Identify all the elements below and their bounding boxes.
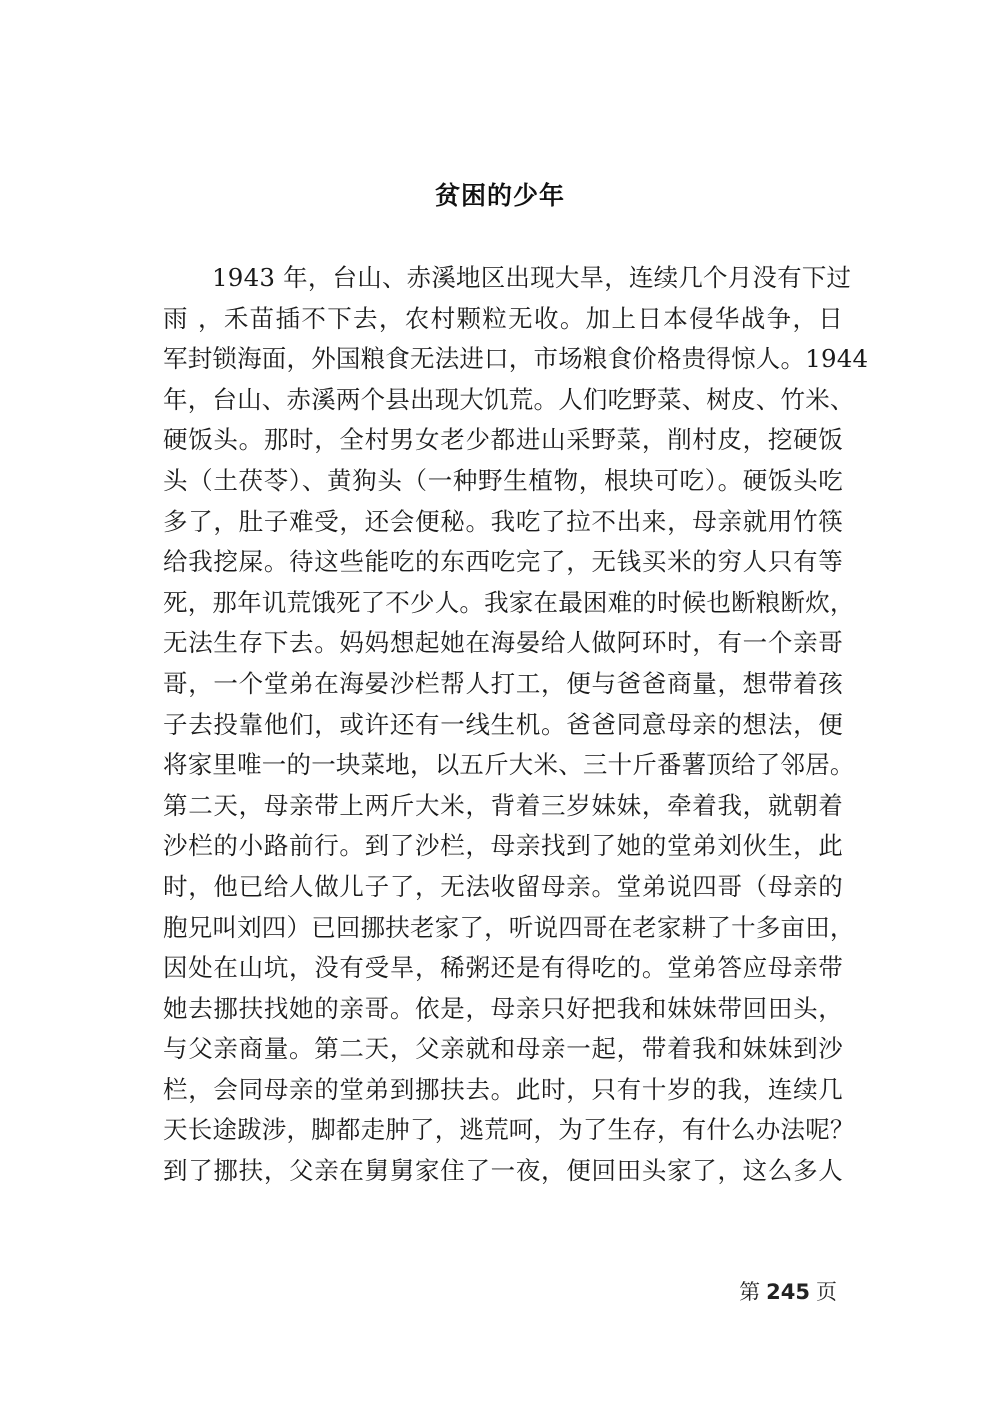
text-line: 因处在山坑，没有受旱，稀粥还是有得吃的。堂弟答应母亲带	[163, 953, 843, 983]
page-number-suffix: 页	[816, 1280, 837, 1304]
text-line: 第二天，母亲带上两斤大米，背着三岁妹妹，牵着我，就朝着	[163, 790, 843, 820]
text-line: 死，那年讥荒饿死了不少人。我家在最困难的时候也断粮断炊，	[163, 587, 855, 617]
text-line: 天长途跋涉，脚都走肿了，逃荒呵，为了生存，有什么办法呢？	[163, 1115, 855, 1145]
text-line: 栏，会同母亲的堂弟到挪扶去。此时，只有十岁的我，连续几	[163, 1074, 843, 1104]
text-line: 给我挖屎。待这些能吃的东西吃完了，无钱买米的穷人只有等	[163, 547, 843, 577]
text-line: 她去挪扶找她的亲哥。依是，母亲只好把我和妹妹带回田头，	[163, 993, 843, 1023]
text-line: 军封锁海面，外国粮食无法进口，市场粮食价格贵得惊人。1944	[163, 344, 869, 374]
page-number-prefix: 第	[739, 1280, 761, 1304]
text-line: 胞兄叫刘四）已回挪扶老家了，听说四哥在老家耕了十多亩田，	[163, 912, 855, 942]
text-line: 与父亲商量。第二天，父亲就和母亲一起，带着我和妹妹到沙	[163, 1034, 843, 1064]
page-footer	[739, 1276, 837, 1306]
text-line: 时，他已给人做儿子了，无法收留母亲。堂弟说四哥（母亲的	[163, 871, 843, 901]
text-line: 年，台山、赤溪两个县出现大饥荒。人们吃野菜、树皮、竹米、	[163, 384, 855, 414]
text-line: 沙栏的小路前行。到了沙栏，母亲找到了她的堂弟刘伙生，此	[163, 831, 843, 861]
text-line: 硬饭头。那时，全村男女老少都进山采野菜，削村皮，挖硬饭	[163, 425, 843, 455]
chapter-title: 贫困的少年	[434, 181, 565, 210]
text-line: 多了，肚子难受，还会便秘。我吃了拉不出来，母亲就用竹筷	[163, 506, 843, 536]
page-number: 245	[766, 1280, 810, 1304]
text-line: 子去投靠他们，或许还有一线生机。爸爸同意母亲的想法，便	[163, 709, 843, 739]
text-line: 到了挪扶，父亲在舅舅家住了一夜，便回田头家了，这么多人	[163, 1156, 843, 1186]
text-line: 雨 ，禾苗插不下去，农村颗粒无收。加上日本侵华战争，日	[163, 303, 843, 333]
text-line: 头（土茯苓）、黄狗头（一种野生植物，根块可吃）。硬饭头吃	[163, 465, 843, 495]
body-paragraph	[163, 258, 869, 1192]
text-line: 1943 年，台山、赤溪地区出现大旱，连续几个月没有下过	[212, 263, 852, 292]
text-line: 哥，一个堂弟在海晏沙栏帮人打工，便与爸爸商量，想带着孩	[163, 668, 843, 698]
text-line: 将家里唯一的一块菜地，以五斤大米、三十斤番薯顶给了邻居。	[163, 750, 855, 780]
text-line: 无法生存下去。妈妈想起她在海晏给人做阿环时，有一个亲哥	[163, 628, 843, 658]
